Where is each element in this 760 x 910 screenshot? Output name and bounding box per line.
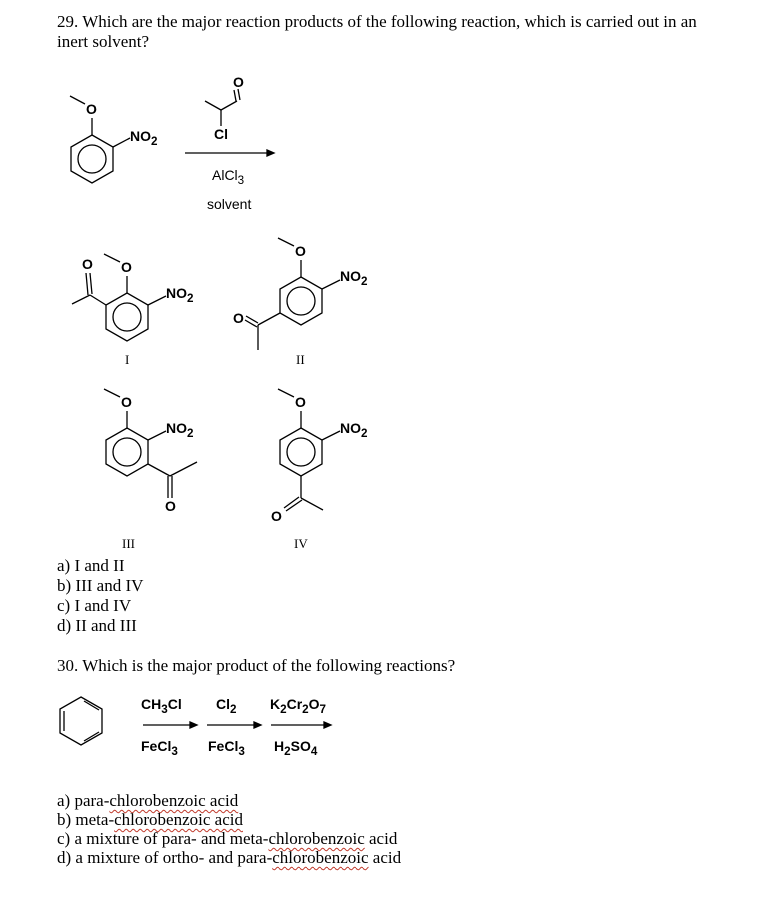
q29-option-d[interactable]: d) II and III [57, 616, 137, 635]
label-II: II [296, 352, 305, 367]
solvent-label: solvent [207, 196, 252, 212]
label-III: III [122, 536, 135, 551]
q29-option-c[interactable]: c) I and IV [57, 596, 132, 615]
p2-carbonyl-oxygen: O [233, 310, 244, 326]
p3-carbonyl-oxygen: O [165, 498, 176, 514]
q29-text-line2: inert solvent? [57, 32, 150, 51]
p1-nitro: $NO_2$ [166, 285, 194, 305]
acetyl-chloride-structure [205, 89, 240, 126]
p3-methoxy-oxygen: O [121, 394, 132, 410]
p2-nitro: $NO_2$ [340, 268, 368, 288]
p4-carbonyl-oxygen: O [271, 508, 282, 524]
q30-arrows [143, 722, 331, 728]
step3-oxidant: $K_2Cr_2O_7$ [270, 696, 327, 716]
label-IV: IV [294, 536, 308, 551]
q30-option-c[interactable]: c) a mixture of para- and meta-chlorobenzoic acid [57, 829, 398, 848]
product-II-structure [245, 238, 340, 350]
benzene-structure [60, 697, 102, 745]
step1-catalyst: FeCl$_3$ [141, 738, 178, 758]
step2-catalyst: FeCl$_3$ [208, 738, 245, 758]
p4-nitro: $NO_2$ [340, 420, 368, 440]
p4-methoxy-oxygen: O [295, 394, 306, 410]
step1-reagent: $CH_3Cl$ [141, 696, 182, 716]
q29-option-b[interactable]: b) III and IV [57, 576, 144, 595]
sm-nitro: $NO_2$ [130, 128, 158, 148]
q29-text-line1: 29. Which are the major reaction products of the following reaction, which is carried out in an [57, 12, 697, 31]
p2-methoxy-oxygen: O [295, 243, 306, 259]
label-I: I [125, 352, 130, 367]
q30-option-d[interactable]: d) a mixture of ortho- and para-chlorobenzoic acid [57, 848, 402, 867]
acyl-chlorine: Cl [214, 126, 228, 142]
step3-acid: $H_2SO_4$ [274, 738, 318, 758]
starting-material-structure [70, 96, 130, 183]
q29-option-a[interactable]: a) I and II [57, 556, 125, 575]
catalyst-label: AlCl$_3$ [212, 167, 245, 187]
q30-text: 30. Which is the major product of the following reactions? [57, 656, 456, 675]
p1-carbonyl-oxygen: O [82, 256, 93, 272]
step2-reagent: $Cl_2$ [216, 696, 237, 716]
acyl-oxygen: O [233, 74, 244, 90]
reaction-arrow [185, 150, 274, 156]
product-IV-structure [278, 389, 340, 511]
q30-option-b[interactable]: b) meta-chlorobenzoic acid [57, 810, 243, 829]
p1-methoxy-oxygen: O [121, 259, 132, 275]
product-III-structure [104, 389, 197, 498]
sm-oxygen: O [86, 101, 97, 117]
q30-option-a[interactable]: a) para-chlorobenzoic acid [57, 791, 239, 810]
p3-nitro: $NO_2$ [166, 420, 194, 440]
